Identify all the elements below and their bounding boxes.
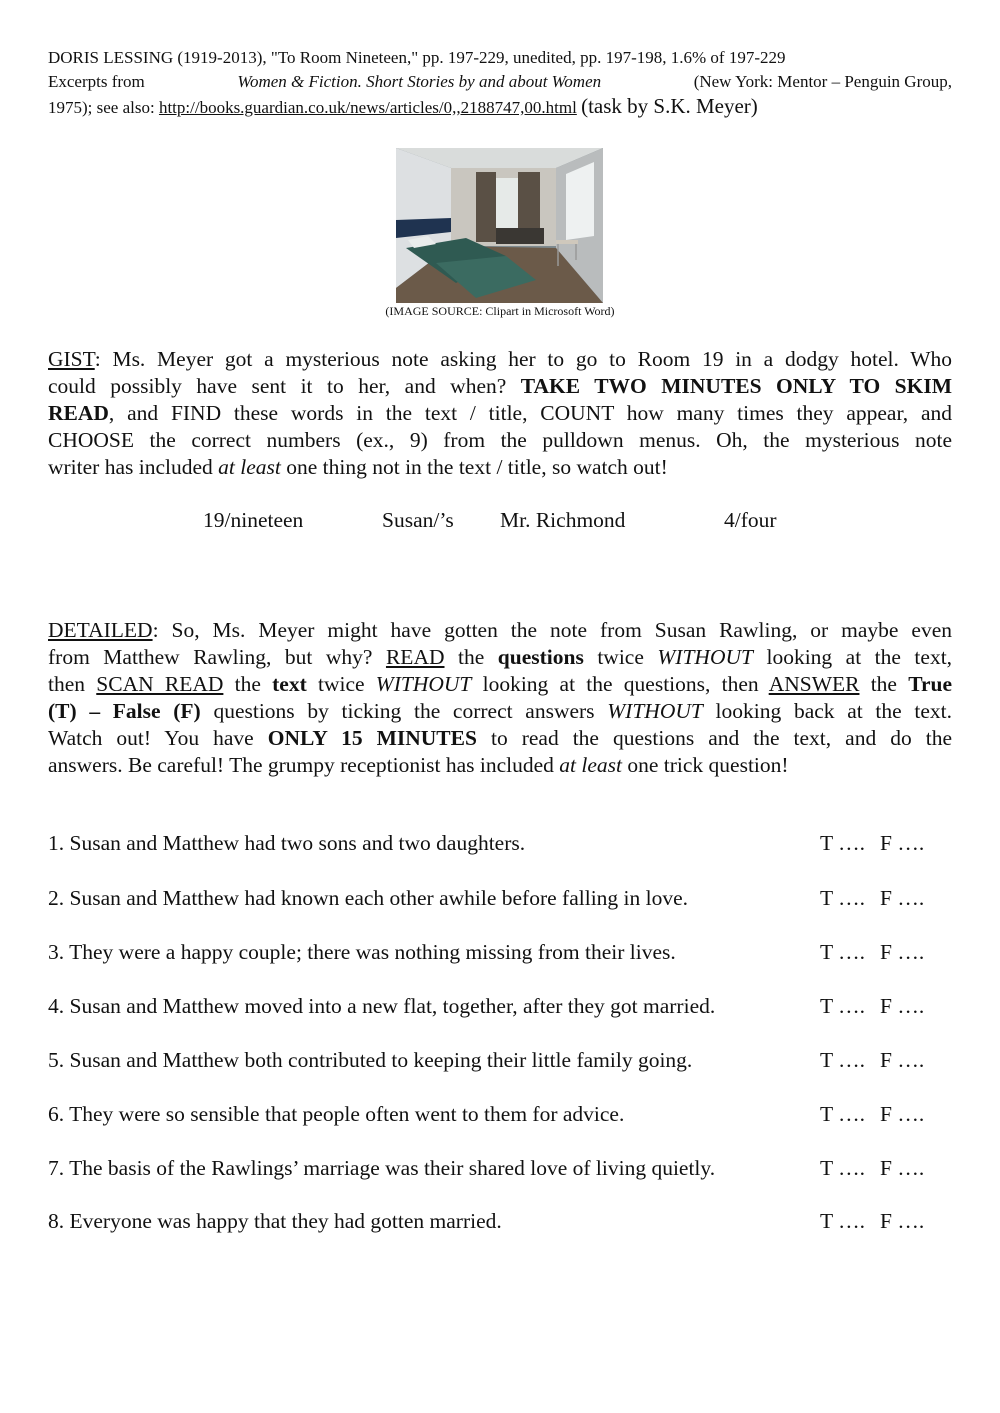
word-option-susan: Susan/’s (382, 508, 454, 532)
false-option[interactable]: F …. (880, 1209, 925, 1233)
false-option[interactable]: F …. (880, 886, 925, 910)
gist-paragraph: GIST: Ms. Meyer got a mysterious note asking her to go to Room 19 in a dodgy hotel. Who could possibly have sent it to her, and when? TAKE TWO MINUTES ONLY TO SKIM READ, and FIND these words in the text / title, COUNT how many times they appear, and CHOOSE the correct numbers (ex., 9) from the pulldown menus. Oh, the mysterious note writer has included at least one thing not in the text / title, so watch out! (48, 347, 952, 479)
image-caption: (IMAGE SOURCE: Clipart in Microsoft Word) (385, 304, 615, 318)
answer-options-2 (820, 886, 924, 911)
source-header (48, 46, 952, 120)
false-option[interactable]: F …. (880, 994, 925, 1018)
answer-options-8 (820, 1209, 924, 1234)
answer-options-6 (820, 1102, 924, 1127)
answer-options-5 (820, 1048, 924, 1073)
word-option-nineteen: 19/nineteen (203, 508, 304, 532)
answer-options-7 (820, 1156, 924, 1181)
false-option[interactable]: F …. (880, 1048, 925, 1072)
question-4: 4. Susan and Matthew moved into a new flat, together, after they got married. (48, 994, 716, 1018)
true-option[interactable]: T …. (820, 831, 865, 855)
question-5: 5. Susan and Matthew both contributed to keeping their little family going. (48, 1048, 693, 1072)
false-option[interactable]: F …. (880, 1156, 925, 1180)
true-option[interactable]: T …. (820, 1102, 865, 1126)
header-line-1: DORIS LESSING (1919-2013), "To Room Nineteen," pp. 197-229, unedited, pp. 197-198, 1.6% of 197-229 (48, 48, 786, 67)
answer-options-1 (820, 831, 924, 856)
question-6: 6. They were so sensible that people often went to them for advice. (48, 1102, 625, 1126)
question-1: 1. Susan and Matthew had two sons and two daughters. (48, 831, 526, 855)
answer-options-3 (820, 940, 924, 965)
false-option[interactable]: F …. (880, 940, 925, 964)
word-option-four: 4/four (724, 508, 777, 532)
true-option[interactable]: T …. (820, 886, 865, 910)
guardian-link[interactable]: http://books.guardian.co.uk/news/articles/0,,2188747,00.html (158, 98, 577, 117)
detailed-paragraph: DETAILED: So, Ms. Meyer might have gotten the note from Susan Rawling, or maybe even from Matthew Rawling, but why? READ the questions twice WITHOUT looking at the text, then SCAN READ the text twice WITHOUT looking at the questions, then ANSWER the True (T) – False (F) questions by ticking the correct answers WITHOUT looking back at the text. Watch out! You have ONLY 15 MINUTES to read the questions and the text, and do the answers. Be careful! The grumpy receptionist has included at least one trick question! (48, 618, 953, 777)
answer-options-4 (820, 994, 924, 1019)
question-3: 3. They were a happy couple; there was nothing missing from their lives. (48, 940, 676, 964)
true-option[interactable]: T …. (820, 994, 865, 1018)
header-line-2: Excerpts from Women & Fiction. Short Stories by and about Women (New York: Mentor – Penguin Group, (48, 72, 952, 91)
true-option[interactable]: T …. (820, 1209, 865, 1233)
false-option[interactable]: F …. (880, 831, 925, 855)
true-option[interactable]: T …. (820, 1048, 865, 1072)
true-option[interactable]: T …. (820, 1156, 865, 1180)
true-option[interactable]: T …. (820, 940, 865, 964)
hotel-room-photo (396, 148, 603, 303)
question-2: 2. Susan and Matthew had known each other awhile before falling in love. (48, 886, 689, 910)
word-option-richmond: Mr. Richmond (500, 508, 626, 532)
header-line-3: 1975); see also: http://books.guardian.co.uk/news/articles/0,,2188747,00.html (task by S.K. Meyer) (48, 94, 758, 118)
false-option[interactable]: F …. (880, 1102, 925, 1126)
hotel-room-image (396, 148, 603, 303)
question-8: 8. Everyone was happy that they had gotten married. (48, 1209, 502, 1233)
question-7: 7. The basis of the Rawlings’ marriage was their shared love of living quietly. (48, 1156, 716, 1180)
